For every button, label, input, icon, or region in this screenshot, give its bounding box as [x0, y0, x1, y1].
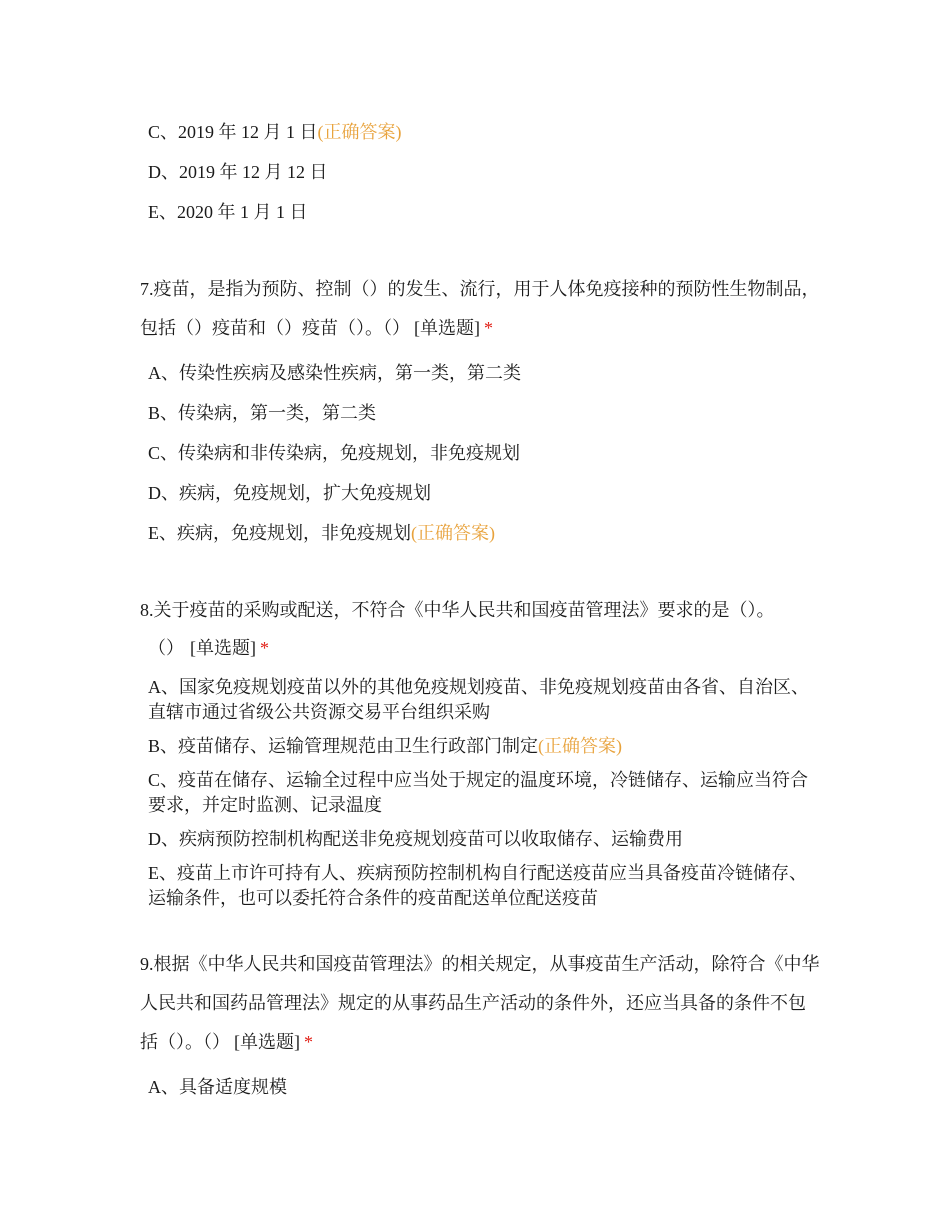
question-text: 8.关于疫苗的采购或配送，不符合《中华人民共和国疫苗管理法》要求的是（）。 [140, 600, 775, 620]
q9-question [140, 945, 820, 1062]
question-text: 9.根据《中华人民共和国疫苗管理法》的相关规定，从事疫苗生产活动，除符合《中华人民共和国药品管理法》规定的从事药品生产活动的条件外，还应当具备的条件不包括（）。（） [140, 954, 820, 1052]
q8-option-d [148, 827, 818, 852]
q8-option-e [148, 861, 818, 911]
q6-option-e [148, 200, 818, 225]
option-text: D、疾病预防控制机构配送非免疫规划疫苗可以收取储存、运输费用 [148, 829, 683, 849]
q8-question [140, 591, 820, 630]
correct-answer-mark: (正确答案) [411, 523, 495, 543]
q9-options [148, 1075, 818, 1100]
option-text: E、2020 年 1 月 1 日 [148, 202, 308, 222]
q7-question [140, 270, 820, 348]
q8-options [148, 675, 818, 911]
q6-option-d [148, 160, 818, 185]
q8-option-b [148, 734, 818, 759]
q7-option-e [148, 521, 818, 546]
correct-answer-mark: (正确答案) [317, 122, 402, 142]
q8-question-sub [148, 636, 269, 661]
question-blank: （） [148, 638, 184, 658]
option-text: C、疫苗在储存、运输全过程中应当处于规定的温度环境，冷链储存、运输应当符合要求，并定时监测、记录温度 [148, 770, 809, 815]
option-text: C、传染病和非传染病，免疫规划，非免疫规划 [148, 443, 521, 463]
q7-option-b [148, 401, 818, 426]
option-text: B、传染病，第一类，第二类 [148, 403, 377, 423]
option-text: A、国家免疫规划疫苗以外的其他免疫规划疫苗、非免疫规划疫苗由各省、自治区、直辖市通过省级公共资源交易平台组织采购 [148, 677, 809, 722]
q7-option-a [148, 361, 818, 386]
question-type: [单选题] [190, 638, 256, 658]
q6-option-c [148, 120, 818, 145]
option-text: A、传染性疾病及感染性疾病，第一类，第二类 [148, 363, 521, 383]
option-text: E、疫苗上市许可持有人、疾病预防控制机构自行配送疫苗应当具备疫苗冷链储存、运输条件，也可以委托符合条件的疫苗配送单位配送疫苗 [148, 863, 807, 908]
option-text: C、2019 年 12 月 1 日 [148, 122, 318, 142]
q7-option-d [148, 481, 818, 506]
option-text: A、具备适度规模 [148, 1077, 287, 1097]
option-text: E、疾病，免疫规划，非免疫规划 [148, 523, 411, 543]
required-mark: * [484, 318, 493, 338]
option-text: D、疾病，免疫规划，扩大免疫规划 [148, 483, 431, 503]
correct-answer-mark: (正确答案) [538, 736, 623, 756]
required-mark: * [260, 638, 269, 658]
q7-options [148, 361, 818, 546]
q8-option-c [148, 768, 818, 818]
option-text: B、疫苗储存、运输管理规范由卫生行政部门制定 [148, 736, 539, 756]
question-type: [单选题] [414, 318, 480, 338]
q7-option-c [148, 441, 818, 466]
q9-option-a [148, 1075, 818, 1100]
option-text: D、2019 年 12 月 12 日 [148, 162, 328, 182]
required-mark: * [304, 1032, 313, 1052]
q6-options [148, 120, 818, 225]
question-type: [单选题] [234, 1032, 300, 1052]
q8-option-a [148, 675, 818, 725]
question-text: 7.疫苗，是指为预防、控制（）的发生、流行，用于人体免疫接种的预防性生物制品，包括（）疫苗和（）疫苗（）。（） [140, 279, 820, 338]
